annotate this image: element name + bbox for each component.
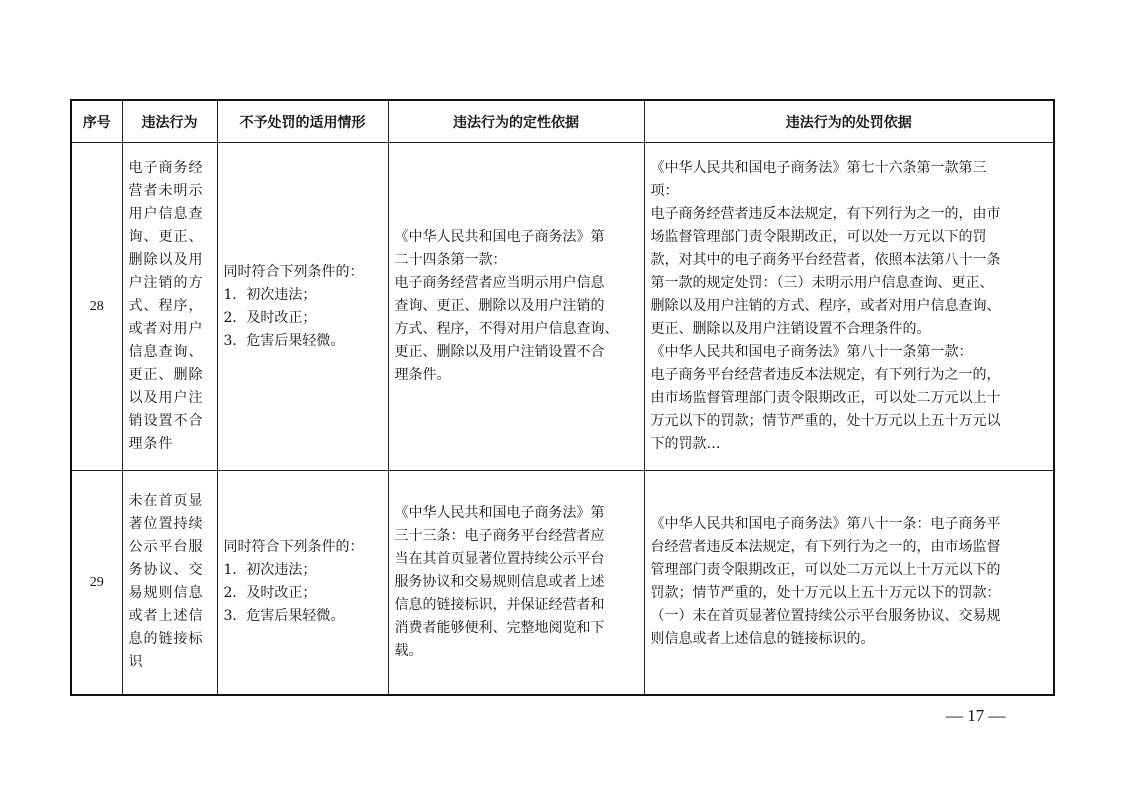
cell-line: 电子商务经 <box>128 160 204 176</box>
cell-line: 二十四条第一款： <box>394 252 507 268</box>
cell-line: 息的链接标 <box>128 631 204 648</box>
cell-line: 删除以及用 <box>128 252 204 268</box>
cell-line: 信息查询、 <box>128 344 204 360</box>
cell-line: 2．及时改正； <box>223 309 317 326</box>
law-table <box>70 99 1055 696</box>
cell-line: 1．初次违法； <box>223 562 317 579</box>
cell-line: 务协议、交 <box>128 562 204 579</box>
cell-line: 户注销的方 <box>128 275 204 291</box>
penalty-cell <box>644 143 1054 471</box>
cell-line: 营者未明示 <box>128 183 204 199</box>
cell-line: 更正、删除以及用户注销设置不合 <box>394 344 605 360</box>
cell-line: 《中华人民共和国电子商务法》第 <box>394 229 605 245</box>
cell-line: 理条件 <box>128 436 174 452</box>
cell-line: 同时符合下列条件的： <box>223 263 364 280</box>
row-number: 28 <box>71 143 122 471</box>
cell-line: 用户信息查 <box>128 206 204 222</box>
cell-line: 电子商务经营者应当明示用户信息 <box>394 275 605 291</box>
cell-line: 识 <box>128 654 144 671</box>
cell-line: 电子商务平台经营者违反本法规定，有下列行为之一的， <box>650 367 1001 383</box>
violation-cell <box>122 143 217 471</box>
cell-line: 著位置持续 <box>128 516 204 533</box>
cell-line: 项： <box>650 183 679 199</box>
cell-line: 《中华人民共和国电子商务法》第 <box>394 504 605 521</box>
table-row <box>71 143 1054 471</box>
cell-line: 1．初次违法； <box>223 286 317 303</box>
cell-line: 载。 <box>394 642 423 659</box>
cell-line: 3．危害后果轻微。 <box>223 608 345 625</box>
cell-line: 则信息或者上述信息的链接标识的。 <box>650 631 875 648</box>
cell-line: 询、更正、 <box>128 229 204 245</box>
header-exemption-conditions: 不予处罚的适用情形 <box>217 100 388 143</box>
cell-line: 式、程序， <box>128 298 204 314</box>
cell-line: 管理部门责令限期改正，可以处二万元以上十万元以下的 <box>650 562 1001 579</box>
header-row <box>71 100 1054 143</box>
cell-line: 或者上述信 <box>128 608 204 625</box>
cell-line: 公示平台服 <box>128 539 204 556</box>
cell-line: 下的罚款… <box>650 436 721 452</box>
exemption-cell <box>217 471 388 695</box>
header-number: 序号 <box>71 100 122 143</box>
qualification-cell <box>388 143 644 471</box>
header-qualification-basis: 违法行为的定性依据 <box>388 100 644 143</box>
cell-line: 《中华人民共和国电子商务法》第八十一条第一款： <box>650 344 973 360</box>
cell-line: 2．及时改正； <box>223 585 317 602</box>
exemption-cell <box>217 143 388 471</box>
violation-cell <box>122 471 217 695</box>
header-violation: 违法行为 <box>122 100 217 143</box>
cell-line: 台经营者违反本法规定，有下列行为之一的，由市场监督 <box>650 539 1001 556</box>
row-number: 29 <box>71 471 122 695</box>
table-row <box>71 471 1054 695</box>
cell-line: 罚款；情节严重的，处十万元以上五十万元以下的罚款： <box>650 585 1001 602</box>
page-number: — 17 — <box>946 706 1006 725</box>
cell-line: 删除以及用户注销的方式、程序，或者对用户信息查询、 <box>650 298 1001 314</box>
cell-line: 更正、删除 <box>128 367 204 383</box>
cell-line: 方式、程序，不得对用户信息查询、 <box>394 321 619 337</box>
cell-line: 查询、更正、删除以及用户注销的 <box>394 298 605 314</box>
cell-line: 万元以下的罚款；情节严重的，处十万元以上五十万元以 <box>650 413 1001 429</box>
cell-line: 以及用户注 <box>128 390 204 406</box>
cell-line: 更正、删除以及用户注销设置不合理条件的。 <box>650 321 931 337</box>
cell-line: 第一款的规定处罚：（三）未明示用户信息查询、更正、 <box>650 275 994 291</box>
cell-line: 场监督管理部门责令限期改正，可以处一万元以下的罚 <box>650 229 987 245</box>
qualification-cell <box>388 471 644 695</box>
cell-line: 理条件。 <box>394 367 451 383</box>
cell-line: 信息的链接标识，并保证经营者和 <box>394 596 605 613</box>
cell-line: 三十三条：电子商务平台经营者应 <box>394 527 605 544</box>
cell-line: 服务协议和交易规则信息或者上述 <box>394 573 605 590</box>
cell-line: 消费者能够便利、完整地阅览和下 <box>394 619 605 636</box>
cell-line: 《中华人民共和国电子商务法》第七十六条第一款第三 <box>650 160 987 176</box>
cell-line: 当在其首页显著位置持续公示平台 <box>394 550 605 567</box>
cell-line: （一）未在首页显著位置持续公示平台服务协议、交易规 <box>650 608 1001 625</box>
header-penalty-basis: 违法行为的处罚依据 <box>644 100 1054 143</box>
cell-line: 或者对用户 <box>128 321 204 337</box>
cell-line: 款，对其中的电子商务平台经营者，依照本法第八十一条 <box>650 252 1001 268</box>
cell-line: 由市场监督管理部门责令限期改正，可以处二万元以上十 <box>650 390 1001 406</box>
cell-line: 销设置不合 <box>128 413 204 429</box>
cell-line: 电子商务经营者违反本法规定，有下列行为之一的，由市 <box>650 206 1001 222</box>
cell-line: 同时符合下列条件的： <box>223 539 364 556</box>
cell-line: 易规则信息 <box>128 585 204 602</box>
cell-line: 未在首页显 <box>128 493 204 510</box>
cell-line: 3．危害后果轻微。 <box>223 332 345 349</box>
penalty-cell <box>644 471 1054 695</box>
cell-line: 《中华人民共和国电子商务法》第八十一条：电子商务平 <box>650 516 1001 533</box>
